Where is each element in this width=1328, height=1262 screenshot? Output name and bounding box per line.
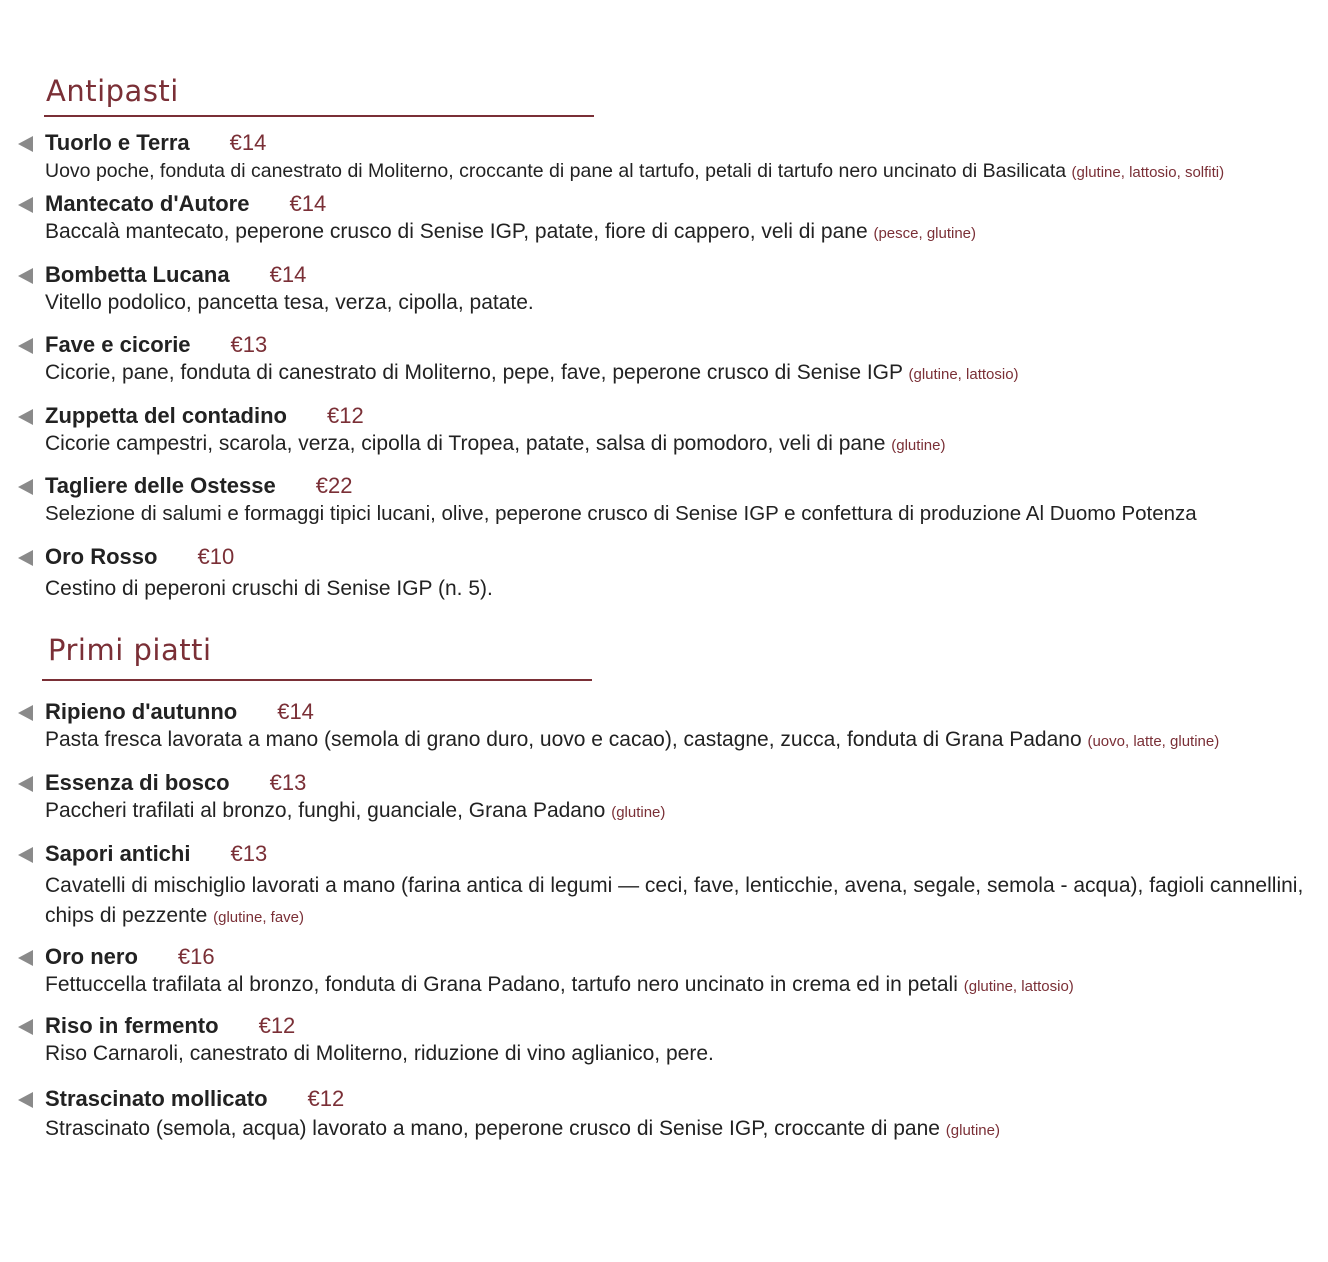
dish-name: Oro Rosso bbox=[45, 544, 158, 569]
menu-item bbox=[18, 262, 1320, 318]
dish-name: Ripieno d'autunno bbox=[45, 699, 238, 724]
dish-description bbox=[45, 217, 1320, 249]
dish-ingredients: Cicorie campestri, scarola, verza, cipolla di Tropea, patate, salsa di pomodoro, veli di pane bbox=[45, 432, 886, 455]
dish-price: €14 bbox=[289, 191, 327, 216]
menu-item bbox=[18, 544, 1320, 604]
dish-allergens: (glutine) bbox=[945, 1122, 1000, 1139]
menu-item bbox=[18, 770, 1320, 828]
dish-description bbox=[45, 1114, 1320, 1146]
section-title-antipasti: Antipasti bbox=[46, 74, 179, 108]
dish-description bbox=[45, 1039, 1320, 1069]
menu-item bbox=[18, 841, 1320, 933]
dish-allergens: (glutine) bbox=[891, 437, 946, 454]
dish-description bbox=[45, 970, 1320, 1002]
dish-price: €14 bbox=[277, 699, 314, 724]
menu-item bbox=[18, 473, 1320, 529]
dish-ingredients: Uovo poche, fonduta di canestrato di Moliterno, croccante di pane al tartufo, petali di tartufo nero uncinato di Basilicata bbox=[45, 160, 1067, 182]
dish-price: €13 bbox=[269, 770, 307, 795]
left-triangle-icon bbox=[18, 1092, 33, 1108]
dish-ingredients: Selezione di salumi e formaggi tipici lucani, olive, peperone crusco di Senise IGP e confettura di produzione Al Duomo Potenza bbox=[45, 502, 1197, 525]
dish-name: Bombetta Lucana bbox=[45, 262, 230, 287]
dish-description bbox=[45, 574, 1320, 604]
dish-description bbox=[45, 288, 1320, 318]
dish-name: Strascinato mollicato bbox=[45, 1086, 268, 1111]
dish-price: €12 bbox=[307, 1086, 345, 1111]
dish-price: €16 bbox=[177, 944, 215, 969]
dish-name: Riso in fermento bbox=[45, 1013, 219, 1038]
dish-price: €14 bbox=[229, 130, 267, 155]
left-triangle-icon bbox=[18, 479, 33, 495]
dish-ingredients: Fettuccella trafilata al bronzo, fonduta di Grana Padano, tartufo nero uncinato in crema ed in petali bbox=[45, 973, 958, 996]
dish-ingredients: Cavatelli di mischiglio lavorati a mano (farina antica di legumi — ceci, fave, lenticchie, avena, segale, semola - acqua), fagioli cannellini, chips di pezzente bbox=[45, 874, 1304, 927]
dish-description bbox=[45, 725, 1320, 757]
menu-item bbox=[18, 1013, 1320, 1069]
dish-allergens: (uovo, latte, glutine) bbox=[1087, 733, 1220, 750]
dish-ingredients: Paccheri trafilati al bronzo, funghi, guanciale, Grana Padano bbox=[45, 799, 606, 822]
dish-allergens: (glutine, lattosio) bbox=[963, 978, 1074, 995]
dish-name: Essenza di bosco bbox=[45, 770, 230, 795]
dish-allergens: (glutine, lattosio, solfiti) bbox=[1071, 164, 1225, 181]
dish-ingredients: Vitello podolico, pancetta tesa, verza, cipolla, patate. bbox=[45, 291, 534, 314]
left-triangle-icon bbox=[18, 409, 33, 425]
dish-name: Oro nero bbox=[45, 944, 138, 969]
dish-ingredients: Baccalà mantecato, peperone crusco di Senise IGP, patate, fiore di cappero, veli di pane bbox=[45, 220, 868, 243]
left-triangle-icon bbox=[18, 550, 33, 566]
menu-item bbox=[18, 332, 1320, 390]
left-triangle-icon bbox=[18, 197, 33, 213]
dish-price: €12 bbox=[258, 1013, 296, 1038]
dish-description bbox=[45, 499, 1320, 529]
dish-price: €12 bbox=[327, 403, 364, 428]
left-triangle-icon bbox=[18, 338, 33, 354]
dish-ingredients: Riso Carnaroli, canestrato di Moliterno, riduzione di vino aglianico, pere. bbox=[45, 1042, 714, 1065]
section-divider bbox=[42, 679, 592, 681]
section-title-primi: Primi piatti bbox=[48, 633, 212, 667]
dish-description bbox=[45, 796, 1320, 828]
dish-allergens: (glutine, lattosio) bbox=[908, 366, 1019, 383]
dish-description bbox=[45, 429, 1320, 461]
menu-item bbox=[18, 191, 1320, 249]
dish-description bbox=[45, 156, 1320, 188]
dish-ingredients: Cestino di peperoni cruschi di Senise IGP (n. 5). bbox=[45, 577, 493, 600]
dish-name: Mantecato d'Autore bbox=[45, 191, 250, 216]
dish-name: Fave e cicorie bbox=[45, 332, 191, 357]
menu-item bbox=[18, 1086, 1320, 1146]
left-triangle-icon bbox=[18, 776, 33, 792]
dish-price: €14 bbox=[269, 262, 307, 287]
left-triangle-icon bbox=[18, 950, 33, 966]
section-divider bbox=[44, 115, 594, 117]
dish-price: €10 bbox=[197, 544, 235, 569]
dish-price: €13 bbox=[230, 841, 268, 866]
menu-item bbox=[18, 130, 1320, 188]
menu-item bbox=[18, 403, 1320, 461]
dish-name: Zuppetta del contadino bbox=[45, 403, 287, 428]
dish-price: €22 bbox=[315, 473, 353, 498]
dish-allergens: (pesce, glutine) bbox=[873, 225, 977, 242]
left-triangle-icon bbox=[18, 847, 33, 863]
dish-name: Tagliere delle Ostesse bbox=[45, 473, 276, 498]
dish-description bbox=[45, 871, 1320, 933]
dish-ingredients: Strascinato (semola, acqua) lavorato a mano, peperone crusco di Senise IGP, croccante di pane bbox=[45, 1117, 940, 1140]
dish-price: €13 bbox=[230, 332, 268, 357]
left-triangle-icon bbox=[18, 1019, 33, 1035]
menu-item bbox=[18, 699, 1320, 757]
dish-allergens: (glutine, fave) bbox=[213, 909, 305, 926]
dish-ingredients: Cicorie, pane, fonduta di canestrato di Moliterno, pepe, fave, peperone crusco di Senise IGP bbox=[45, 361, 903, 384]
dish-name: Sapori antichi bbox=[45, 841, 191, 866]
menu-item bbox=[18, 944, 1320, 1002]
left-triangle-icon bbox=[18, 268, 33, 284]
dish-allergens: (glutine) bbox=[611, 804, 666, 821]
dish-description bbox=[45, 358, 1320, 390]
left-triangle-icon bbox=[18, 136, 33, 152]
left-triangle-icon bbox=[18, 705, 33, 721]
dish-name: Tuorlo e Terra bbox=[45, 130, 190, 155]
dish-ingredients: Pasta fresca lavorata a mano (semola di grano duro, uovo e cacao), castagne, zucca, fonduta di Grana Padano bbox=[45, 728, 1082, 751]
